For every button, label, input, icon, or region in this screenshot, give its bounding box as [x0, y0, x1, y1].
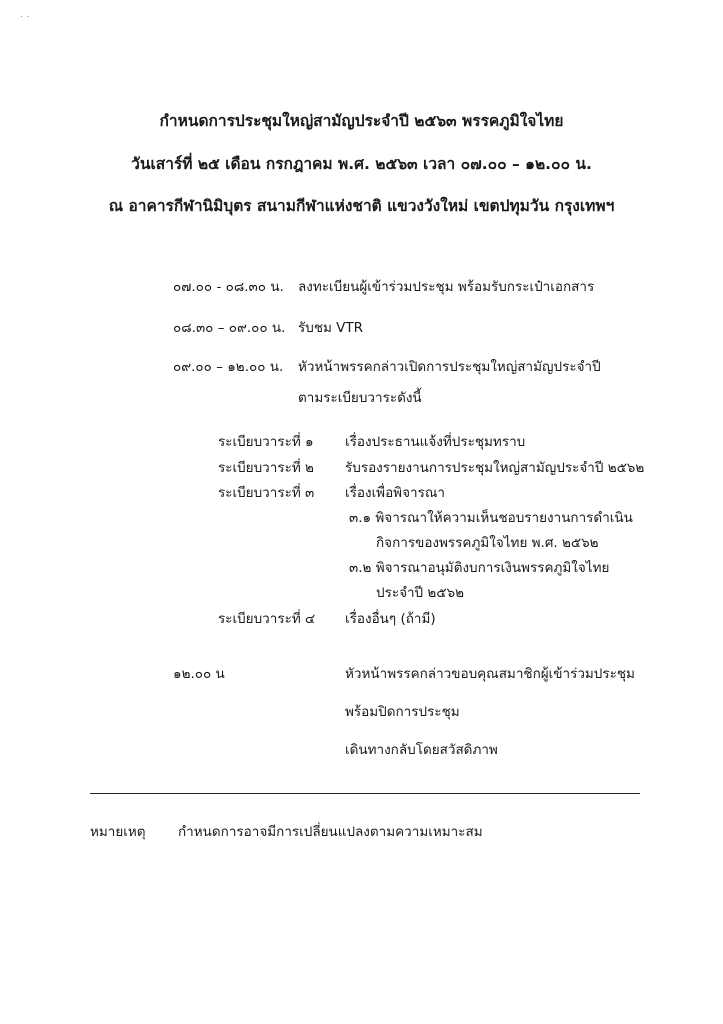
closing-line-1: หัวหน้าพรรคกล่าวขอบคุณสมาชิกผู้เข้าร่วมประชุม	[345, 666, 635, 682]
schedule-time-2: ๐๘.๓๐ – ๐๙.๐๐ น.	[173, 320, 286, 336]
title-line-3: ณ อาคารกีฬานิมิบุตร สนามกีฬาแห่งชาติ แขวงวังใหม่ เขตปทุมวัน กรุงเทพฯ	[108, 197, 615, 215]
note-label: หมายเหตุ	[90, 824, 146, 840]
agenda-3-sub-2-line-2: ประจำปี ๒๕๖๒	[376, 585, 465, 601]
agenda-text-2: รับรองรายงานการประชุมใหญ่สามัญประจำปี ๒๕๖๒	[345, 460, 645, 476]
title-line-1: กำหนดการประชุมใหญ่สามัญประจำปี ๒๕๖๓ พรรคภูมิใจไทย	[159, 112, 564, 130]
agenda-3-sub-1-line-1: ๓.๑ พิจารณาให้ความเห็นชอบรายงานการดำเนิน	[349, 510, 633, 526]
agenda-label-1: ระเบียบวาระที่ ๑	[218, 434, 314, 450]
agenda-text-1: เรื่องประธานแจ้งที่ประชุมทราบ	[345, 434, 526, 450]
schedule-text-3: หัวหน้าพรรคกล่าวเปิดการประชุมใหญ่สามัญประจำปี	[298, 359, 601, 375]
schedule-text-2: รับชม VTR	[298, 320, 364, 336]
agenda-label-3: ระเบียบวาระที่ ๓	[218, 485, 315, 501]
agenda-label-4: ระเบียบวาระที่ ๔	[218, 611, 316, 627]
closing-line-3: เดินทางกลับโดยสวัสดิภาพ	[345, 742, 498, 758]
schedule-text-3b: ตามระเบียบวาระดังนี้	[298, 390, 422, 406]
agenda-3-sub-2-line-1: ๓.๒ พิจารณาอนุมัติงบการเงินพรรคภูมิใจไทย	[349, 560, 610, 576]
divider-line	[90, 793, 640, 794]
closing-time: ๑๒.๐๐ น	[173, 666, 225, 682]
closing-line-2: พร้อมปิดการประชุม	[345, 704, 460, 720]
agenda-text-4: เรื่องอื่นๆ (ถ้ามี)	[345, 611, 436, 627]
agenda-text-3: เรื่องเพื่อพิจารณา	[345, 485, 445, 501]
scan-specks: · ·	[20, 12, 30, 23]
schedule-time-1: ๐๗.๐๐ - ๐๘.๓๐ น.	[173, 279, 284, 295]
title-line-2: วันเสาร์ที่ ๒๕ เดือน กรกฎาคม พ.ศ. ๒๕๖๓ เวลา ๐๗.๐๐ – ๑๒.๐๐ น.	[131, 155, 592, 173]
agenda-3-sub-1-line-2: กิจการของพรรคภูมิใจไทย พ.ศ. ๒๕๖๒	[376, 535, 599, 551]
note-text: กำหนดการอาจมีการเปลี่ยนแปลงตามความเหมาะสม	[178, 824, 483, 840]
agenda-label-2: ระเบียบวาระที่ ๒	[218, 460, 314, 476]
schedule-time-3: ๐๙.๐๐ – ๑๒.๐๐ น.	[173, 359, 284, 375]
schedule-text-1: ลงทะเบียนผู้เข้าร่วมประชุม พร้อมรับกระเป๋าเอกสาร	[298, 279, 595, 295]
